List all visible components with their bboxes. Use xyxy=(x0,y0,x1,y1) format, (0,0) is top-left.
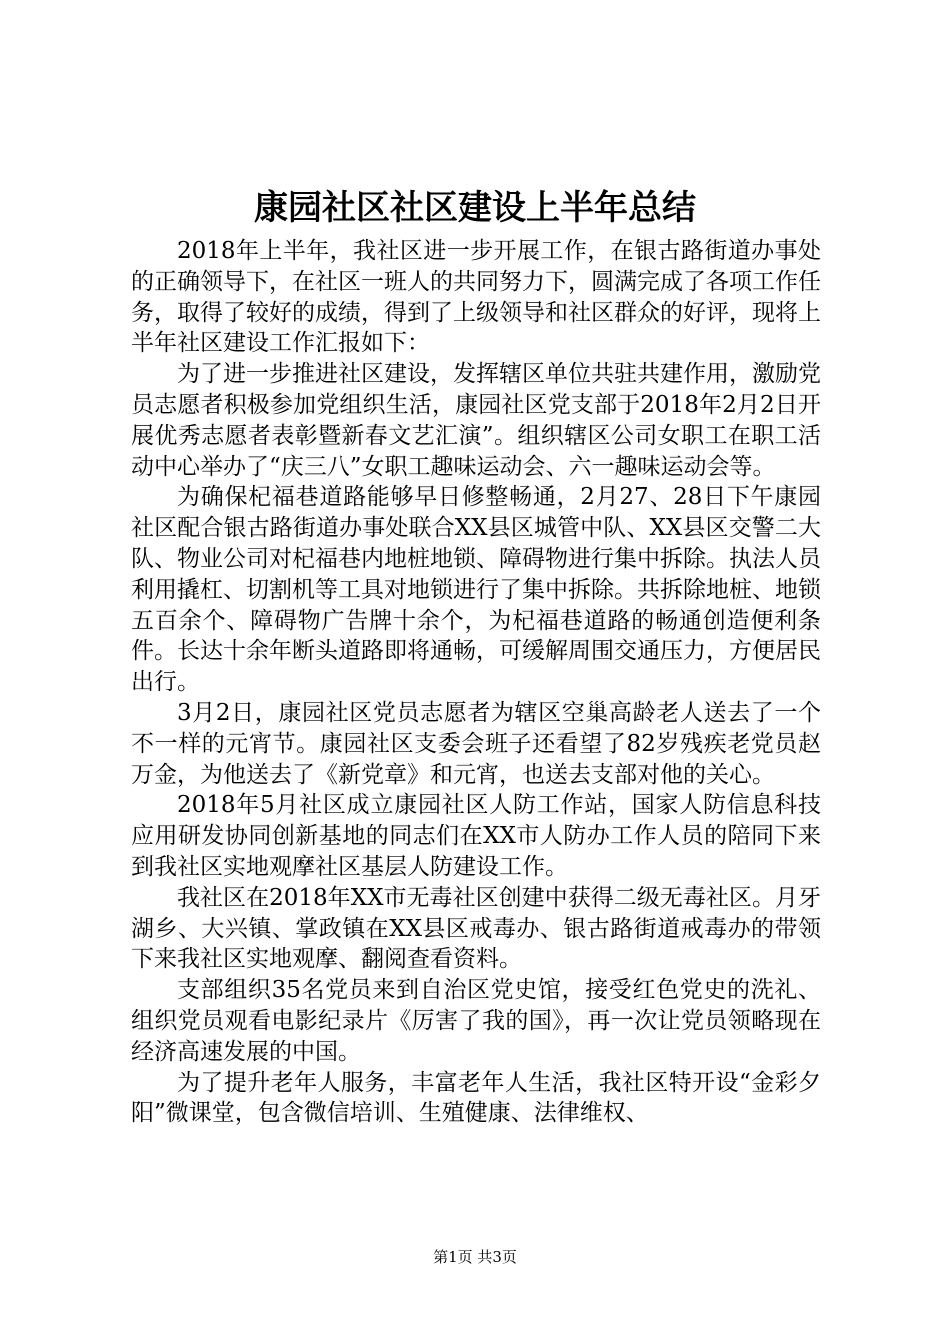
paragraph: 2018年上半年，我社区进一步开展工作，在银古路街道办事处的正确领导下，在社区一班人的共同努力下，圆满完成了各项工作任务，取得了较好的成绩，得到了上级领导和社区群众的好评，现将上半年社区建设工作汇报如下： xyxy=(131,238,821,357)
paragraph: 为确保杞福巷道路能够早日修整畅通，2月27、28日下午康园社区配合银古路街道办事处联合XX县区城管中队、XX县区交警二大队、物业公司对杞福巷内地桩地锁、障碍物进行集中拆除。执法人员利用撬杠、切割机等工具对地锁进行了集中拆除。共拆除地桩、地锁五百余个、障碍物广告牌十余个，为杞福巷道路的畅通创造便利条件。长达十余年断头道路即将通畅，可缓解周围交通压力，方便居民出行。 xyxy=(131,484,821,696)
paragraph: 2018年5月社区成立康园社区人防工作站，国家人防信息科技应用研发协同创新基地的同志们在XX市人防办工作人员的陪同下来到我社区实地观摩社区基层人防建设工作。 xyxy=(131,792,821,880)
document-body xyxy=(131,236,821,1129)
paragraph: 支部组织35名党员来到自治区党史馆，接受红色党史的洗礼、组织党员观看电影纪录片《厉害了我的国》，再一次让党员领略现在经济高速发展的中国。 xyxy=(131,977,821,1065)
page-number-footer: 第1页 共3页 xyxy=(433,1248,517,1266)
paragraph: 3月2日，康园社区党员志愿者为辖区空巢高龄老人送去了一个不一样的元宵节。康园社区支委会班子还看望了82岁残疾老党员赵万金，为他送去了《新党章》和元宵，也送去支部对他的关心。 xyxy=(131,699,821,788)
paragraph: 我社区在2018年XX市无毒社区创建中获得二级无毒社区。月牙湖乡、大兴镇、掌政镇在XX县区戒毒办、银古路街道戒毒办的带领下来我社区实地观摩、翻阅查看资料。 xyxy=(131,884,821,973)
paragraph: 为了提升老年人服务，丰富老年人生活，我社区特开设“金彩夕阳”微课堂，包含微信培训、生殖健康、法律维权、 xyxy=(131,1069,821,1127)
document-title: 康园社区社区建设上半年总结 xyxy=(254,188,696,228)
paragraph: 为了进一步推进社区建设，发挥辖区单位共驻共建作用，激励党员志愿者积极参加党组织生活，康园社区党支部于2018年2月2日开展优秀志愿者表彰暨新春文艺汇演”。组织辖区公司女职工在职工活动中心举办了“庆三八”女职工趣味运动会、六一趣味运动会等。 xyxy=(131,361,821,480)
